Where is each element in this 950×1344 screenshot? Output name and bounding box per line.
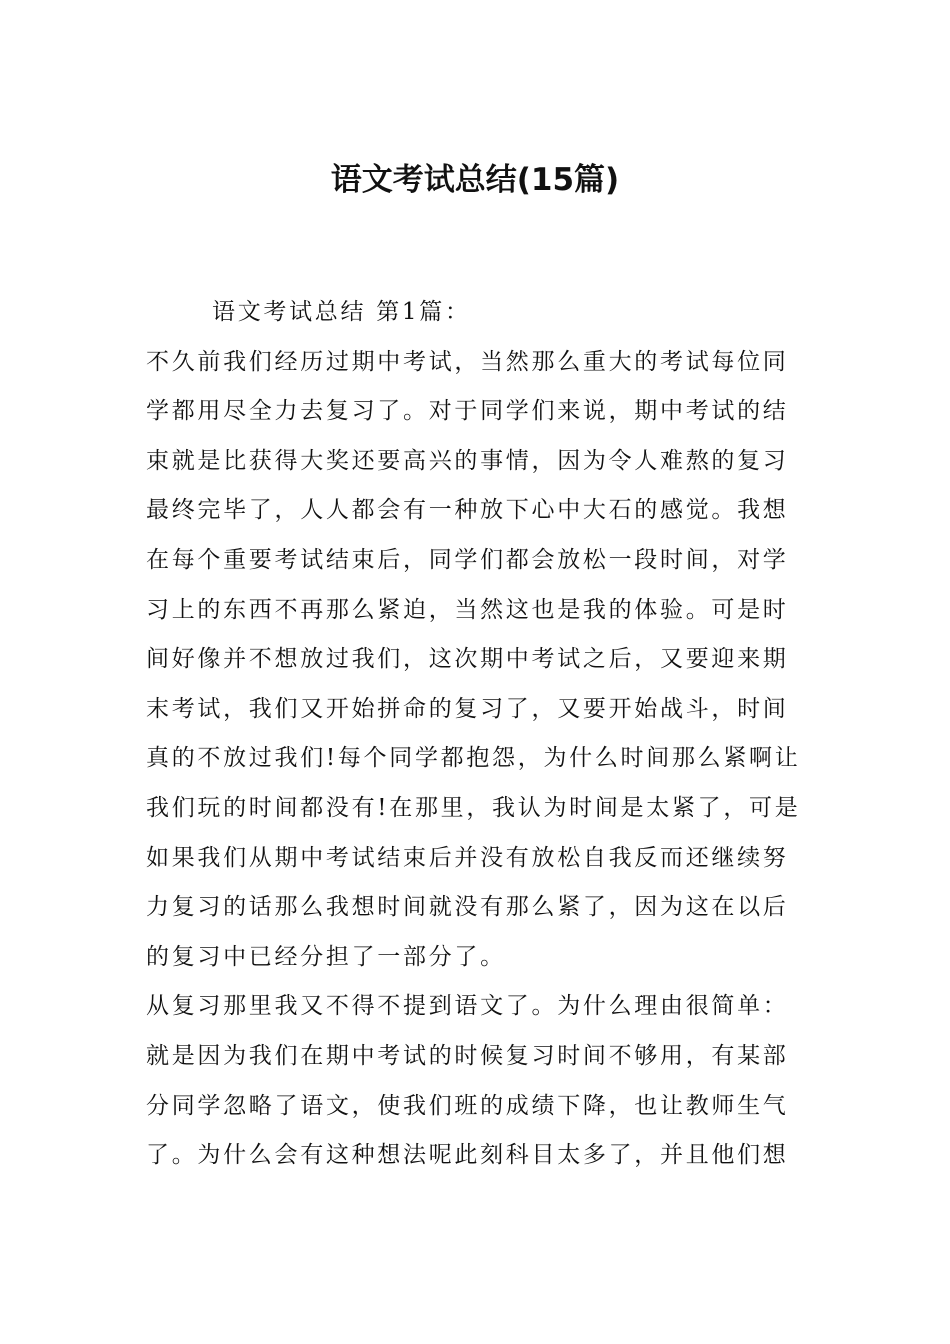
document-body xyxy=(146,288,808,1181)
section-heading: 语文考试总结 第1篇： xyxy=(212,299,471,325)
document-title: 语文考试总结(15篇) xyxy=(330,162,620,198)
body-paragraph-1: 不久前我们经历过期中考试，当然那么重大的考试每位同学都用尽全力去复习了。对于同学们来说，期中考试的结束就是比获得大奖还要高兴的事情，因为令人难熬的复习最终完毕了，人人都会有一种放下心中大石的感觉。我想在每个重要考试结束后，同学们都会放松一段时间，对学习上的东西不再那么紧迫，当然这也是我的体验。可是时间好像并不想放过我们，这次期中考试之后，又要迎来期末考试，我们又开始拼命的复习了，又要开始战斗，时间真的不放过我们!每个同学都抱怨，为什么时间那么紧啊让我们玩的时间都没有!在那里，我认为时间是太紧了，可是如果我们从期中考试结束后并没有放松自我反而还继续努力复习的话那么我想时间就没有那么紧了，因为这在以后的复习中已经分担了一部分了。 xyxy=(146,348,801,970)
body-paragraph-2: 从复习那里我又不得不提到语文了。为什么理由很简单：就是因为我们在期中考试的时候复习时间不够用，有某部分同学忽略了语文，使我们班的成绩下降，也让教师生气了。为什么会有这种想法呢此刻科目太多了，并且他们想 xyxy=(146,993,789,1169)
